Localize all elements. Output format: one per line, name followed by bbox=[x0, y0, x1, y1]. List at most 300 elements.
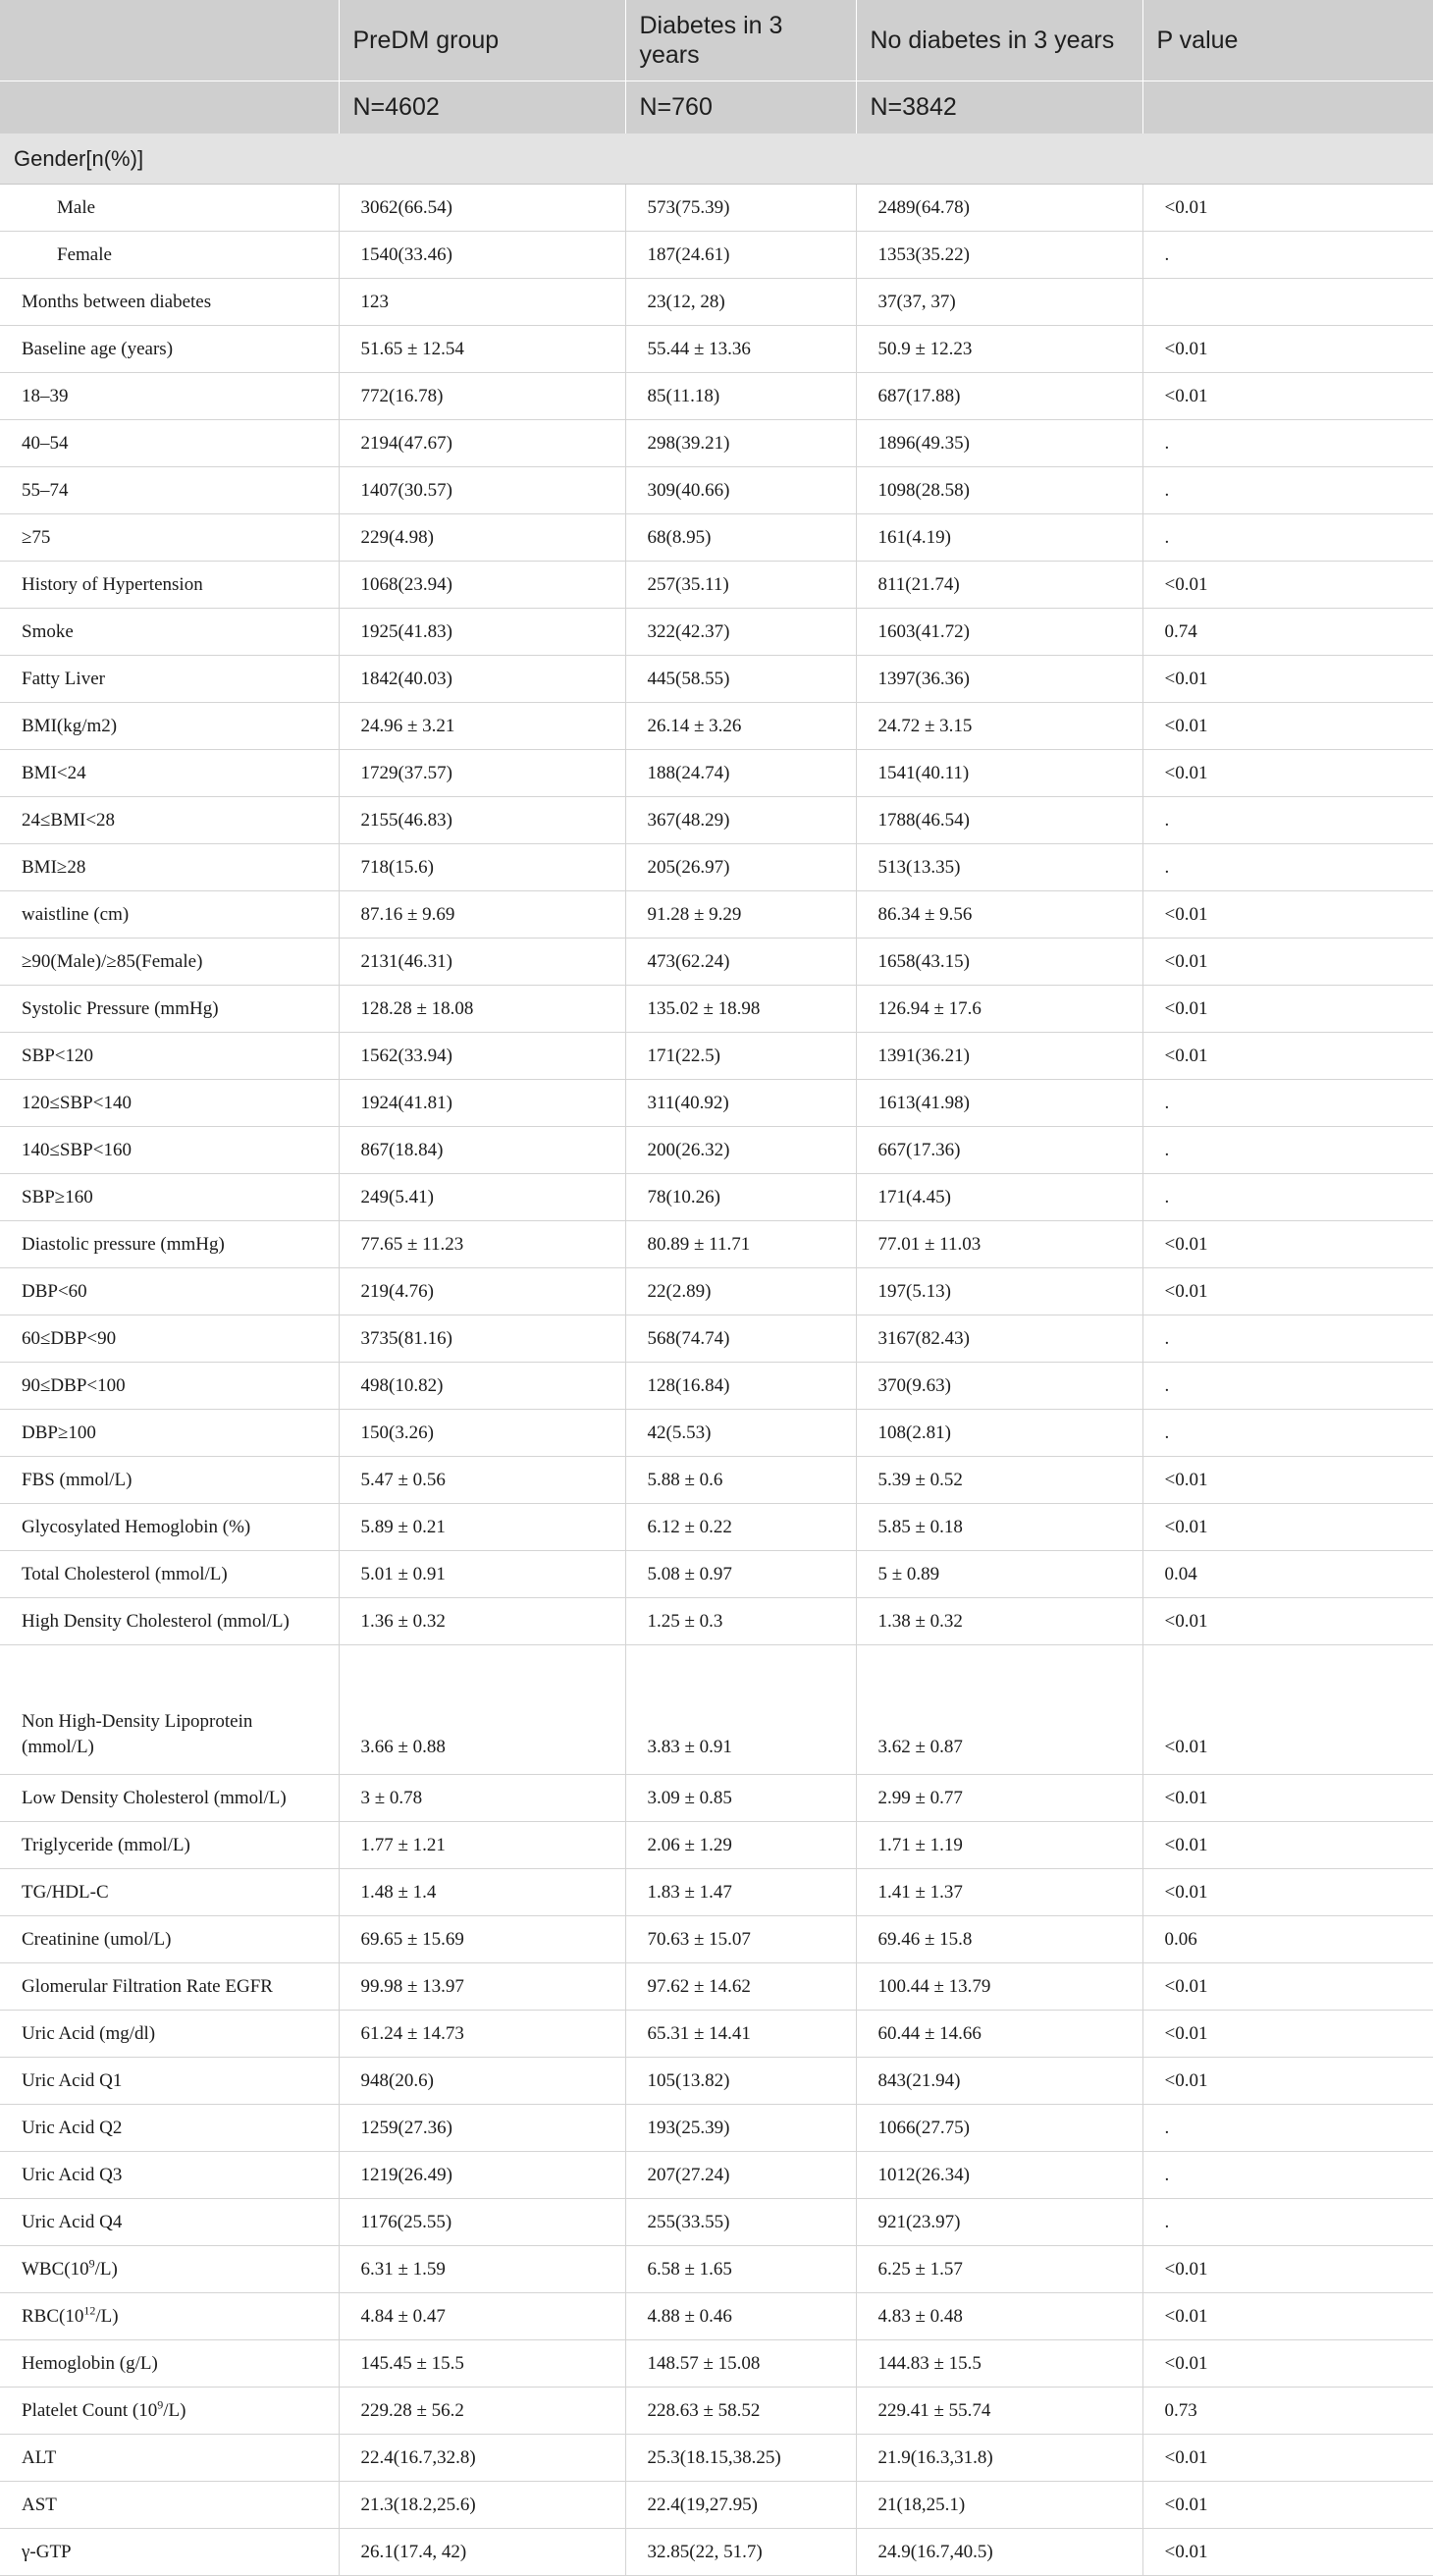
cell-no-diabetes: 100.44 ± 13.79 bbox=[856, 1963, 1142, 2011]
cell-diabetes: 257(35.11) bbox=[625, 562, 856, 609]
cell-diabetes: 187(24.61) bbox=[625, 232, 856, 279]
cell-predm: 2194(47.67) bbox=[339, 420, 625, 467]
cell-no-diabetes: 50.9 ± 12.23 bbox=[856, 326, 1142, 373]
cell-diabetes: 188(24.74) bbox=[625, 750, 856, 797]
table-row bbox=[0, 1174, 1433, 1221]
row-label bbox=[0, 514, 339, 562]
cell-predm: 229(4.98) bbox=[339, 514, 625, 562]
row-label-text: Uric Acid (mg/dl) bbox=[22, 2022, 156, 2044]
cell-diabetes: 91.28 ± 9.29 bbox=[625, 891, 856, 939]
table-row bbox=[0, 2058, 1433, 2105]
cell-p-value: <0.01 bbox=[1142, 1822, 1433, 1869]
cell-no-diabetes: 5.85 ± 0.18 bbox=[856, 1504, 1142, 1551]
table-row bbox=[0, 1127, 1433, 1174]
cell-diabetes: 171(22.5) bbox=[625, 1033, 856, 1080]
row-label-text: 140≤SBP<160 bbox=[22, 1139, 132, 1160]
row-label-text: WBC(10 bbox=[22, 2258, 89, 2280]
cell-diabetes: 23(12, 28) bbox=[625, 279, 856, 326]
header-n-p-blank bbox=[1142, 81, 1433, 134]
row-label-text: Creatinine (umol/L) bbox=[22, 1928, 172, 1950]
group-row-gender bbox=[0, 134, 1433, 185]
row-label-text: Female bbox=[57, 243, 112, 265]
row-label-text: BMI≥28 bbox=[22, 856, 86, 878]
row-label bbox=[0, 844, 339, 891]
row-label-text: Total Cholesterol (mmol/L) bbox=[22, 1563, 228, 1584]
header-col-variable bbox=[0, 0, 339, 81]
row-label-text: Triglyceride (mmol/L) bbox=[22, 1834, 190, 1855]
row-label bbox=[0, 1268, 339, 1315]
table-row bbox=[0, 844, 1433, 891]
table-row bbox=[0, 1869, 1433, 1916]
cell-predm: 1540(33.46) bbox=[339, 232, 625, 279]
row-label-text: Uric Acid Q1 bbox=[22, 2069, 123, 2091]
row-label-text: DBP<60 bbox=[22, 1280, 87, 1302]
cell-p-value: <0.01 bbox=[1142, 986, 1433, 1033]
cell-predm: 5.01 ± 0.91 bbox=[339, 1551, 625, 1598]
table-row bbox=[0, 326, 1433, 373]
cell-p-value: <0.01 bbox=[1142, 656, 1433, 703]
row-label-superscript: 9 bbox=[157, 2397, 164, 2412]
cell-no-diabetes: 126.94 ± 17.6 bbox=[856, 986, 1142, 1033]
row-label bbox=[0, 1127, 339, 1174]
cell-predm: 1.36 ± 0.32 bbox=[339, 1598, 625, 1645]
header-row bbox=[0, 0, 1433, 81]
cell-p-value: <0.01 bbox=[1142, 703, 1433, 750]
cell-no-diabetes: 24.9(16.7,40.5) bbox=[856, 2529, 1142, 2576]
cell-diabetes: 473(62.24) bbox=[625, 939, 856, 986]
cell-p-value: <0.01 bbox=[1142, 373, 1433, 420]
row-label bbox=[0, 2105, 339, 2152]
table-row bbox=[0, 2105, 1433, 2152]
row-label-text: Uric Acid Q4 bbox=[22, 2211, 123, 2232]
cell-no-diabetes: 811(21.74) bbox=[856, 562, 1142, 609]
cell-diabetes: 105(13.82) bbox=[625, 2058, 856, 2105]
cell-diabetes: 148.57 ± 15.08 bbox=[625, 2340, 856, 2388]
cell-predm: 26.1(17.4, 42) bbox=[339, 2529, 625, 2576]
cell-predm: 123 bbox=[339, 279, 625, 326]
cell-predm: 21.3(18.2,25.6) bbox=[339, 2482, 625, 2529]
cell-predm: 6.31 ± 1.59 bbox=[339, 2246, 625, 2293]
cell-p-value: . bbox=[1142, 2105, 1433, 2152]
row-label bbox=[0, 2293, 339, 2340]
cell-predm: 2131(46.31) bbox=[339, 939, 625, 986]
row-label bbox=[0, 1916, 339, 1963]
row-label-text: 24≤BMI<28 bbox=[22, 809, 116, 831]
cell-diabetes: 22(2.89) bbox=[625, 1268, 856, 1315]
table-row bbox=[0, 373, 1433, 420]
table-row bbox=[0, 562, 1433, 609]
cell-diabetes: 4.88 ± 0.46 bbox=[625, 2293, 856, 2340]
cell-diabetes: 85(11.18) bbox=[625, 373, 856, 420]
row-label bbox=[0, 1315, 339, 1363]
cell-diabetes: 70.63 ± 15.07 bbox=[625, 1916, 856, 1963]
cell-no-diabetes: 197(5.13) bbox=[856, 1268, 1142, 1315]
table-row bbox=[0, 2388, 1433, 2435]
cell-no-diabetes: 1012(26.34) bbox=[856, 2152, 1142, 2199]
row-label bbox=[0, 1963, 339, 2011]
cell-diabetes: 42(5.53) bbox=[625, 1410, 856, 1457]
cell-p-value: <0.01 bbox=[1142, 1775, 1433, 1822]
cell-predm: 3735(81.16) bbox=[339, 1315, 625, 1363]
table-row bbox=[0, 2340, 1433, 2388]
cell-predm: 1562(33.94) bbox=[339, 1033, 625, 1080]
cell-no-diabetes: 2489(64.78) bbox=[856, 185, 1142, 232]
cell-no-diabetes: 144.83 ± 15.5 bbox=[856, 2340, 1142, 2388]
row-label bbox=[0, 656, 339, 703]
cell-p-value: <0.01 bbox=[1142, 2293, 1433, 2340]
table-row bbox=[0, 1551, 1433, 1598]
table-row bbox=[0, 1363, 1433, 1410]
cell-no-diabetes: 3.62 ± 0.87 bbox=[856, 1645, 1142, 1775]
cell-diabetes: 205(26.97) bbox=[625, 844, 856, 891]
cell-diabetes: 6.58 ± 1.65 bbox=[625, 2246, 856, 2293]
cell-no-diabetes: 1.38 ± 0.32 bbox=[856, 1598, 1142, 1645]
row-label bbox=[0, 2388, 339, 2435]
cell-predm: 24.96 ± 3.21 bbox=[339, 703, 625, 750]
row-label-text: ≥75 bbox=[22, 526, 51, 548]
cell-no-diabetes: 5.39 ± 0.52 bbox=[856, 1457, 1142, 1504]
cell-predm: 51.65 ± 12.54 bbox=[339, 326, 625, 373]
cell-p-value: . bbox=[1142, 1127, 1433, 1174]
cell-p-value: . bbox=[1142, 2152, 1433, 2199]
row-label-text: 55–74 bbox=[22, 479, 69, 501]
cell-no-diabetes: 513(13.35) bbox=[856, 844, 1142, 891]
cell-diabetes: 2.06 ± 1.29 bbox=[625, 1822, 856, 1869]
cell-predm: 87.16 ± 9.69 bbox=[339, 891, 625, 939]
cell-no-diabetes: 1603(41.72) bbox=[856, 609, 1142, 656]
cell-p-value: . bbox=[1142, 1363, 1433, 1410]
header-col-predm: PreDM group bbox=[339, 0, 625, 81]
table-row bbox=[0, 1457, 1433, 1504]
row-label-text: Low Density Cholesterol (mmol/L) bbox=[22, 1787, 287, 1808]
table-row bbox=[0, 1268, 1433, 1315]
row-label bbox=[0, 750, 339, 797]
row-label-text: Glomerular Filtration Rate EGFR bbox=[22, 1975, 273, 1997]
cell-predm: 1068(23.94) bbox=[339, 562, 625, 609]
cell-predm: 1259(27.36) bbox=[339, 2105, 625, 2152]
row-label-text: Diastolic pressure (mmHg) bbox=[22, 1233, 225, 1255]
cell-no-diabetes: 6.25 ± 1.57 bbox=[856, 2246, 1142, 2293]
cell-predm: 5.89 ± 0.21 bbox=[339, 1504, 625, 1551]
row-label bbox=[0, 185, 339, 232]
row-label-text: Glycosylated Hemoglobin (%) bbox=[22, 1516, 251, 1537]
row-label bbox=[0, 2011, 339, 2058]
header-n-predm: N=4602 bbox=[339, 81, 625, 134]
row-label-text: FBS (mmol/L) bbox=[22, 1469, 133, 1490]
cell-diabetes: 311(40.92) bbox=[625, 1080, 856, 1127]
cell-no-diabetes: 21.9(16.3,31.8) bbox=[856, 2435, 1142, 2482]
cell-no-diabetes: 77.01 ± 11.03 bbox=[856, 1221, 1142, 1268]
table-row bbox=[0, 1775, 1433, 1822]
row-label bbox=[0, 939, 339, 986]
cell-no-diabetes: 1066(27.75) bbox=[856, 2105, 1142, 2152]
cell-predm: 69.65 ± 15.69 bbox=[339, 1916, 625, 1963]
table-row bbox=[0, 1033, 1433, 1080]
cell-no-diabetes: 1391(36.21) bbox=[856, 1033, 1142, 1080]
cell-p-value: <0.01 bbox=[1142, 2435, 1433, 2482]
row-label-suffix: /L) bbox=[94, 2258, 118, 2280]
row-label bbox=[0, 1504, 339, 1551]
cell-predm: 867(18.84) bbox=[339, 1127, 625, 1174]
row-label-text: DBP≥100 bbox=[22, 1422, 96, 1443]
table-row bbox=[0, 2435, 1433, 2482]
cell-predm: 948(20.6) bbox=[339, 2058, 625, 2105]
cell-p-value: <0.01 bbox=[1142, 1598, 1433, 1645]
cell-p-value: <0.01 bbox=[1142, 326, 1433, 373]
table-row bbox=[0, 986, 1433, 1033]
row-label-text: Platelet Count (10 bbox=[22, 2399, 158, 2421]
row-label-text: Uric Acid Q2 bbox=[22, 2117, 123, 2138]
row-label-text: BMI(kg/m2) bbox=[22, 715, 118, 736]
cell-p-value: <0.01 bbox=[1142, 185, 1433, 232]
cell-diabetes: 22.4(19,27.95) bbox=[625, 2482, 856, 2529]
cell-predm: 219(4.76) bbox=[339, 1268, 625, 1315]
table-row bbox=[0, 2011, 1433, 2058]
row-label-text: Uric Acid Q3 bbox=[22, 2164, 123, 2185]
cell-p-value: <0.01 bbox=[1142, 1963, 1433, 2011]
cell-predm: 145.45 ± 15.5 bbox=[339, 2340, 625, 2388]
row-label bbox=[0, 1598, 339, 1645]
table-row bbox=[0, 1645, 1433, 1775]
cell-predm: 150(3.26) bbox=[339, 1410, 625, 1457]
cell-p-value: . bbox=[1142, 2199, 1433, 2246]
table-row bbox=[0, 797, 1433, 844]
cell-no-diabetes: 108(2.81) bbox=[856, 1410, 1142, 1457]
cell-p-value: <0.01 bbox=[1142, 2058, 1433, 2105]
row-label bbox=[0, 2529, 339, 2576]
row-label-text: 90≤DBP<100 bbox=[22, 1374, 126, 1396]
cell-predm: 1.77 ± 1.21 bbox=[339, 1822, 625, 1869]
cell-p-value: <0.01 bbox=[1142, 2482, 1433, 2529]
table-row bbox=[0, 279, 1433, 326]
table-row bbox=[0, 1963, 1433, 2011]
cell-diabetes: 1.25 ± 0.3 bbox=[625, 1598, 856, 1645]
row-label bbox=[0, 2340, 339, 2388]
header-col-p-value: P value bbox=[1142, 0, 1433, 81]
cell-no-diabetes: 1896(49.35) bbox=[856, 420, 1142, 467]
cell-p-value: <0.01 bbox=[1142, 1033, 1433, 1080]
cell-no-diabetes: 5 ± 0.89 bbox=[856, 1551, 1142, 1598]
cell-diabetes: 5.88 ± 0.6 bbox=[625, 1457, 856, 1504]
cell-no-diabetes: 921(23.97) bbox=[856, 2199, 1142, 2246]
cell-diabetes: 193(25.39) bbox=[625, 2105, 856, 2152]
table-row bbox=[0, 185, 1433, 232]
cell-predm: 1842(40.03) bbox=[339, 656, 625, 703]
row-label-text: AST bbox=[22, 2494, 57, 2515]
cell-predm: 1407(30.57) bbox=[339, 467, 625, 514]
cell-no-diabetes: 687(17.88) bbox=[856, 373, 1142, 420]
row-label-text: Hemoglobin (g/L) bbox=[22, 2352, 158, 2374]
row-label bbox=[0, 279, 339, 326]
cell-diabetes: 228.63 ± 58.52 bbox=[625, 2388, 856, 2435]
row-label bbox=[0, 1457, 339, 1504]
cell-no-diabetes: 24.72 ± 3.15 bbox=[856, 703, 1142, 750]
table-row bbox=[0, 2199, 1433, 2246]
cell-p-value: <0.01 bbox=[1142, 939, 1433, 986]
table-header bbox=[0, 0, 1433, 134]
cell-diabetes: 128(16.84) bbox=[625, 1363, 856, 1410]
row-label bbox=[0, 2435, 339, 2482]
cell-p-value: <0.01 bbox=[1142, 2246, 1433, 2293]
row-label bbox=[0, 703, 339, 750]
header-col-no-diabetes: No diabetes in 3 years bbox=[856, 0, 1142, 81]
cell-p-value: . bbox=[1142, 514, 1433, 562]
cell-no-diabetes: 69.46 ± 15.8 bbox=[856, 1916, 1142, 1963]
row-label-text: Male bbox=[57, 196, 96, 218]
cell-p-value: . bbox=[1142, 420, 1433, 467]
cell-p-value: <0.01 bbox=[1142, 891, 1433, 939]
table-row bbox=[0, 2246, 1433, 2293]
row-label bbox=[0, 232, 339, 279]
cell-diabetes: 32.85(22, 51.7) bbox=[625, 2529, 856, 2576]
row-label bbox=[0, 373, 339, 420]
row-label bbox=[0, 797, 339, 844]
cell-predm: 3062(66.54) bbox=[339, 185, 625, 232]
cell-predm: 99.98 ± 13.97 bbox=[339, 1963, 625, 2011]
cell-no-diabetes: 1098(28.58) bbox=[856, 467, 1142, 514]
row-label bbox=[0, 326, 339, 373]
cell-diabetes: 68(8.95) bbox=[625, 514, 856, 562]
row-label-text: Fatty Liver bbox=[22, 668, 105, 689]
cell-predm: 229.28 ± 56.2 bbox=[339, 2388, 625, 2435]
row-label-text: 18–39 bbox=[22, 385, 69, 406]
table-row bbox=[0, 2529, 1433, 2576]
table-row bbox=[0, 2293, 1433, 2340]
row-label bbox=[0, 1080, 339, 1127]
cell-predm: 772(16.78) bbox=[339, 373, 625, 420]
table-row bbox=[0, 1315, 1433, 1363]
cell-predm: 3 ± 0.78 bbox=[339, 1775, 625, 1822]
cell-diabetes: 5.08 ± 0.97 bbox=[625, 1551, 856, 1598]
cell-diabetes: 26.14 ± 3.26 bbox=[625, 703, 856, 750]
row-label-text: Systolic Pressure (mmHg) bbox=[22, 997, 219, 1019]
row-label bbox=[0, 2152, 339, 2199]
cell-p-value: <0.01 bbox=[1142, 2340, 1433, 2388]
cell-no-diabetes: 161(4.19) bbox=[856, 514, 1142, 562]
cell-no-diabetes: 1353(35.22) bbox=[856, 232, 1142, 279]
cell-no-diabetes: 1.41 ± 1.37 bbox=[856, 1869, 1142, 1916]
cell-diabetes: 255(33.55) bbox=[625, 2199, 856, 2246]
cell-predm: 1925(41.83) bbox=[339, 609, 625, 656]
table-body bbox=[0, 134, 1433, 2576]
table-row bbox=[0, 2482, 1433, 2529]
cell-diabetes: 568(74.74) bbox=[625, 1315, 856, 1363]
cell-no-diabetes: 1397(36.36) bbox=[856, 656, 1142, 703]
cell-p-value: . bbox=[1142, 1315, 1433, 1363]
row-label-text: History of Hypertension bbox=[22, 573, 203, 595]
cell-predm: 1.48 ± 1.4 bbox=[339, 1869, 625, 1916]
cell-p-value: <0.01 bbox=[1142, 1457, 1433, 1504]
cell-predm: 4.84 ± 0.47 bbox=[339, 2293, 625, 2340]
cell-predm: 249(5.41) bbox=[339, 1174, 625, 1221]
cell-diabetes: 298(39.21) bbox=[625, 420, 856, 467]
cell-diabetes: 6.12 ± 0.22 bbox=[625, 1504, 856, 1551]
row-label-text: SBP≥160 bbox=[22, 1186, 93, 1208]
cell-p-value: <0.01 bbox=[1142, 1869, 1433, 1916]
row-label-superscript: 9 bbox=[88, 2256, 95, 2271]
cell-diabetes: 445(58.55) bbox=[625, 656, 856, 703]
cell-no-diabetes: 4.83 ± 0.48 bbox=[856, 2293, 1142, 2340]
cell-p-value: . bbox=[1142, 1410, 1433, 1457]
cell-predm: 1219(26.49) bbox=[339, 2152, 625, 2199]
row-label-text: SBP<120 bbox=[22, 1045, 94, 1066]
table-row bbox=[0, 514, 1433, 562]
table-row bbox=[0, 1410, 1433, 1457]
table-row bbox=[0, 2152, 1433, 2199]
row-label-text: γ-GTP bbox=[22, 2541, 72, 2562]
cell-no-diabetes: 1.71 ± 1.19 bbox=[856, 1822, 1142, 1869]
row-label-text: RBC(10 bbox=[22, 2305, 84, 2327]
cell-diabetes: 200(26.32) bbox=[625, 1127, 856, 1174]
table-row bbox=[0, 609, 1433, 656]
row-label-suffix: /L) bbox=[163, 2399, 186, 2421]
cell-no-diabetes: 37(37, 37) bbox=[856, 279, 1142, 326]
cell-no-diabetes: 60.44 ± 14.66 bbox=[856, 2011, 1142, 2058]
row-label bbox=[0, 1033, 339, 1080]
cell-predm: 1924(41.81) bbox=[339, 1080, 625, 1127]
cell-diabetes: 65.31 ± 14.41 bbox=[625, 2011, 856, 2058]
cell-no-diabetes: 370(9.63) bbox=[856, 1363, 1142, 1410]
cell-p-value: 0.74 bbox=[1142, 609, 1433, 656]
row-label-text: 120≤SBP<140 bbox=[22, 1092, 132, 1113]
row-label bbox=[0, 562, 339, 609]
cell-p-value: <0.01 bbox=[1142, 750, 1433, 797]
cell-no-diabetes: 667(17.36) bbox=[856, 1127, 1142, 1174]
cell-p-value: <0.01 bbox=[1142, 2529, 1433, 2576]
table-row bbox=[0, 1221, 1433, 1268]
row-label-suffix: /L) bbox=[95, 2305, 119, 2327]
cell-no-diabetes: 2.99 ± 0.77 bbox=[856, 1775, 1142, 1822]
cell-predm: 1176(25.55) bbox=[339, 2199, 625, 2246]
cell-diabetes: 3.83 ± 0.91 bbox=[625, 1645, 856, 1775]
cell-predm: 5.47 ± 0.56 bbox=[339, 1457, 625, 1504]
row-label bbox=[0, 2199, 339, 2246]
row-label-text: 60≤DBP<90 bbox=[22, 1327, 117, 1349]
cell-diabetes: 80.89 ± 11.71 bbox=[625, 1221, 856, 1268]
cell-p-value: . bbox=[1142, 844, 1433, 891]
cell-diabetes: 1.83 ± 1.47 bbox=[625, 1869, 856, 1916]
table-row bbox=[0, 232, 1433, 279]
table-row bbox=[0, 750, 1433, 797]
row-label bbox=[0, 1410, 339, 1457]
group-label: Gender[n(%)] bbox=[0, 134, 1433, 185]
cell-p-value: . bbox=[1142, 1080, 1433, 1127]
cell-p-value: <0.01 bbox=[1142, 1645, 1433, 1775]
cell-no-diabetes: 1658(43.15) bbox=[856, 939, 1142, 986]
cell-predm: 22.4(16.7,32.8) bbox=[339, 2435, 625, 2482]
cell-p-value: <0.01 bbox=[1142, 1504, 1433, 1551]
header-n-no-diabetes: N=3842 bbox=[856, 81, 1142, 134]
cell-p-value bbox=[1142, 279, 1433, 326]
cell-p-value: . bbox=[1142, 232, 1433, 279]
cell-predm: 2155(46.83) bbox=[339, 797, 625, 844]
cell-diabetes: 78(10.26) bbox=[625, 1174, 856, 1221]
table-row bbox=[0, 703, 1433, 750]
cell-p-value: <0.01 bbox=[1142, 2011, 1433, 2058]
row-label bbox=[0, 420, 339, 467]
cell-diabetes: 55.44 ± 13.36 bbox=[625, 326, 856, 373]
cell-diabetes: 573(75.39) bbox=[625, 185, 856, 232]
cell-no-diabetes: 171(4.45) bbox=[856, 1174, 1142, 1221]
row-label bbox=[0, 1869, 339, 1916]
cell-diabetes: 309(40.66) bbox=[625, 467, 856, 514]
cell-no-diabetes: 86.34 ± 9.56 bbox=[856, 891, 1142, 939]
table-row bbox=[0, 939, 1433, 986]
table-row bbox=[0, 1916, 1433, 1963]
table-row bbox=[0, 420, 1433, 467]
cell-predm: 128.28 ± 18.08 bbox=[339, 986, 625, 1033]
header-col-diabetes: Diabetes in 3 years bbox=[625, 0, 856, 81]
